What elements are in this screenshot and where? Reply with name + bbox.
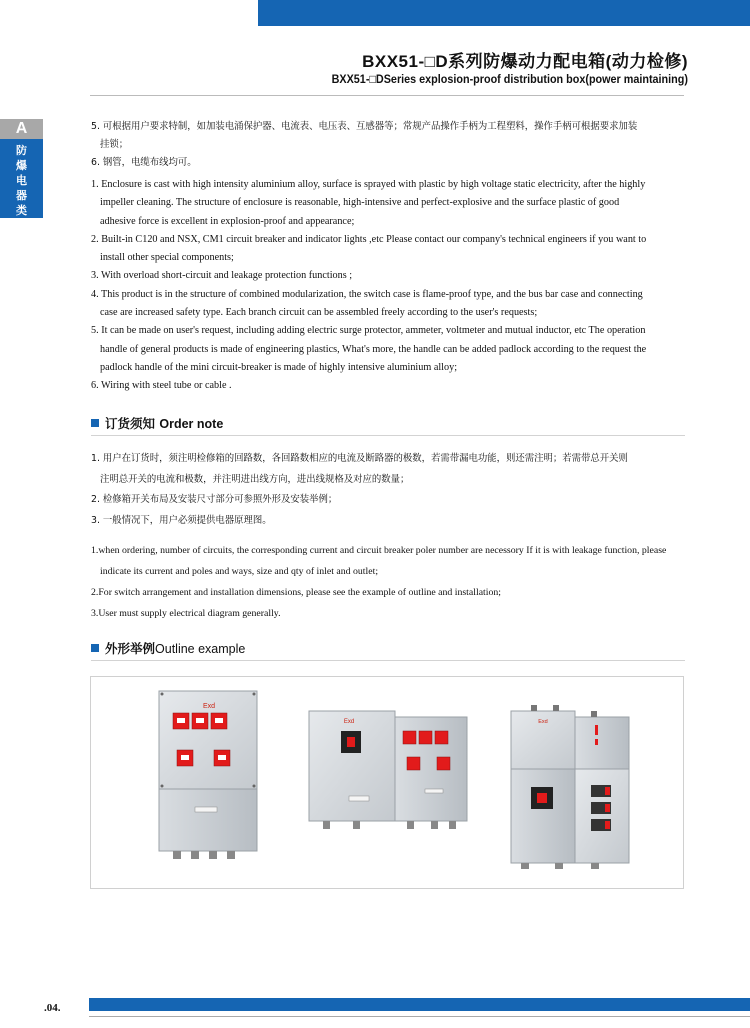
section-divider bbox=[91, 435, 685, 436]
side-tab-char: 爆 bbox=[16, 159, 27, 172]
feature-en-line: 6. Wiring with steel tube or cable . bbox=[91, 380, 232, 392]
feature-en-line: padlock handle of the mini circuit-breaker is made of highly intensive aluminium alloy; bbox=[100, 361, 458, 373]
order-note-en bbox=[91, 540, 691, 624]
order-note-en-line: 3.User must supply electrical diagram generally. bbox=[91, 608, 281, 619]
page-title-zh: BXX51-□D系列防爆动力配电箱(动力检修) bbox=[362, 52, 688, 71]
order-note-en-line: 2.For switch arrangement and installation dimensions, please see the example of outline and installation; bbox=[91, 587, 502, 598]
exd-label: Exd bbox=[202, 703, 216, 710]
features-zh bbox=[91, 118, 691, 172]
feature-en-line: 2. Built-in C120 and NSX, CM1 circuit breaker and indicator lights ,etc Please contact our company's technical engineers if you want to bbox=[91, 233, 647, 245]
feature-en-line: 3. With overload short-circuit and leakage protection functions ; bbox=[91, 270, 353, 282]
exd-label: Exd bbox=[343, 719, 355, 725]
feature-en-line: adhesive force is excellent in explosion-proof and appearance; bbox=[100, 215, 355, 227]
order-note-zh-line: 3. 一般情况下，用户必须提供电器原理图。 bbox=[91, 514, 272, 526]
feature-en-line: impeller cleaning. The structure of enclosure is reasonable, high-intensive and perfect-explosive and the surface plastic of good bbox=[100, 197, 620, 209]
side-tab-char: 防 bbox=[16, 144, 27, 157]
bottom-accent-bar bbox=[89, 998, 750, 1011]
order-note-zh-line: 1. 用户在订货时，须注明检修箱的回路数，各回路数相应的电流及断路器的极数，若需带漏电功能，则还需注明；若需带总开关则 bbox=[91, 453, 628, 464]
outline-heading bbox=[91, 639, 245, 657]
section-square-icon bbox=[91, 644, 99, 652]
feature-zh-line: 6. 钢管，电缆布线均可。 bbox=[91, 157, 197, 168]
side-tab-letter: A bbox=[0, 119, 43, 139]
outline-heading-zh: 外形举例 bbox=[105, 641, 156, 656]
features-en bbox=[91, 176, 691, 396]
order-note-heading-zh: 订货须知 bbox=[105, 416, 156, 431]
top-accent-bar bbox=[258, 0, 750, 26]
exd-label: Exd bbox=[538, 719, 548, 725]
feature-en-line: 1. Enclosure is cast with high intensity aluminium alloy, surface is sprayed with plastic by high voltage static electricity, after the highly bbox=[91, 179, 646, 190]
distribution-box-illustration bbox=[91, 677, 683, 888]
box-example-2 bbox=[309, 711, 467, 829]
side-tab-category bbox=[0, 139, 43, 218]
feature-en-line: case are increased safety type. Each branch circuit can be assembled freely according to the user's requests; bbox=[100, 307, 538, 319]
box-example-1 bbox=[159, 691, 257, 859]
outline-heading-en: Outline example bbox=[155, 642, 246, 656]
side-tab-char: 电 bbox=[16, 174, 27, 187]
feature-en-line: handle of general products is made of engineering plastics, What's more, the handle can be added padlock according to the request the bbox=[100, 343, 647, 355]
order-note-zh-line: 注明总开关的电流和极数，并注明进出线方向，进出线规格及对应的数量； bbox=[100, 473, 410, 485]
order-note-heading-en: Order note bbox=[159, 417, 224, 431]
outline-photo bbox=[90, 676, 684, 889]
order-note-zh bbox=[91, 449, 691, 531]
order-note-en-line: indicate its current and poles and ways, size and qty of inlet and outlet; bbox=[100, 566, 379, 577]
order-note-heading bbox=[91, 414, 223, 432]
feature-zh-line: 5. 可根据用户要求特制，如加装电涌保护器、电流表、电压表、互感器等；常规产品操作手柄为工程塑料，操作手柄可根据要求加装 bbox=[91, 121, 638, 132]
feature-zh-line: 挂锁； bbox=[100, 139, 129, 150]
page-number: .04. bbox=[44, 1002, 61, 1014]
title-divider bbox=[90, 95, 684, 96]
box-example-3 bbox=[511, 705, 629, 869]
feature-en-line: install other special components; bbox=[100, 252, 234, 264]
feature-en-line: 4. This product is in the structure of combined modularization, the switch case is flame-proof type, and the bus bar case and connecting bbox=[91, 288, 643, 300]
page-title-en: BXX51-□DSeries explosion-proof distribution box(power maintaining) bbox=[331, 72, 688, 86]
feature-en-line: 5. It can be made on user's request, including adding electric surge protector, ammeter, voltmeter and mutual inductor, etc The operation bbox=[91, 325, 646, 337]
side-tab-char: 器 bbox=[16, 189, 27, 202]
side-category-tab bbox=[0, 119, 43, 218]
bottom-rule bbox=[89, 1016, 750, 1017]
section-square-icon bbox=[91, 419, 99, 427]
section-divider bbox=[91, 660, 685, 661]
side-tab-char: 类 bbox=[16, 204, 27, 217]
order-note-en-line: 1.when ordering, number of circuits, the corresponding current and circuit breaker poler number are necessory If it is with leakage function, please bbox=[91, 545, 667, 556]
order-note-zh-line: 2. 检修箱开关布局及安装尺寸部分可参照外形及安装举例； bbox=[91, 494, 338, 505]
